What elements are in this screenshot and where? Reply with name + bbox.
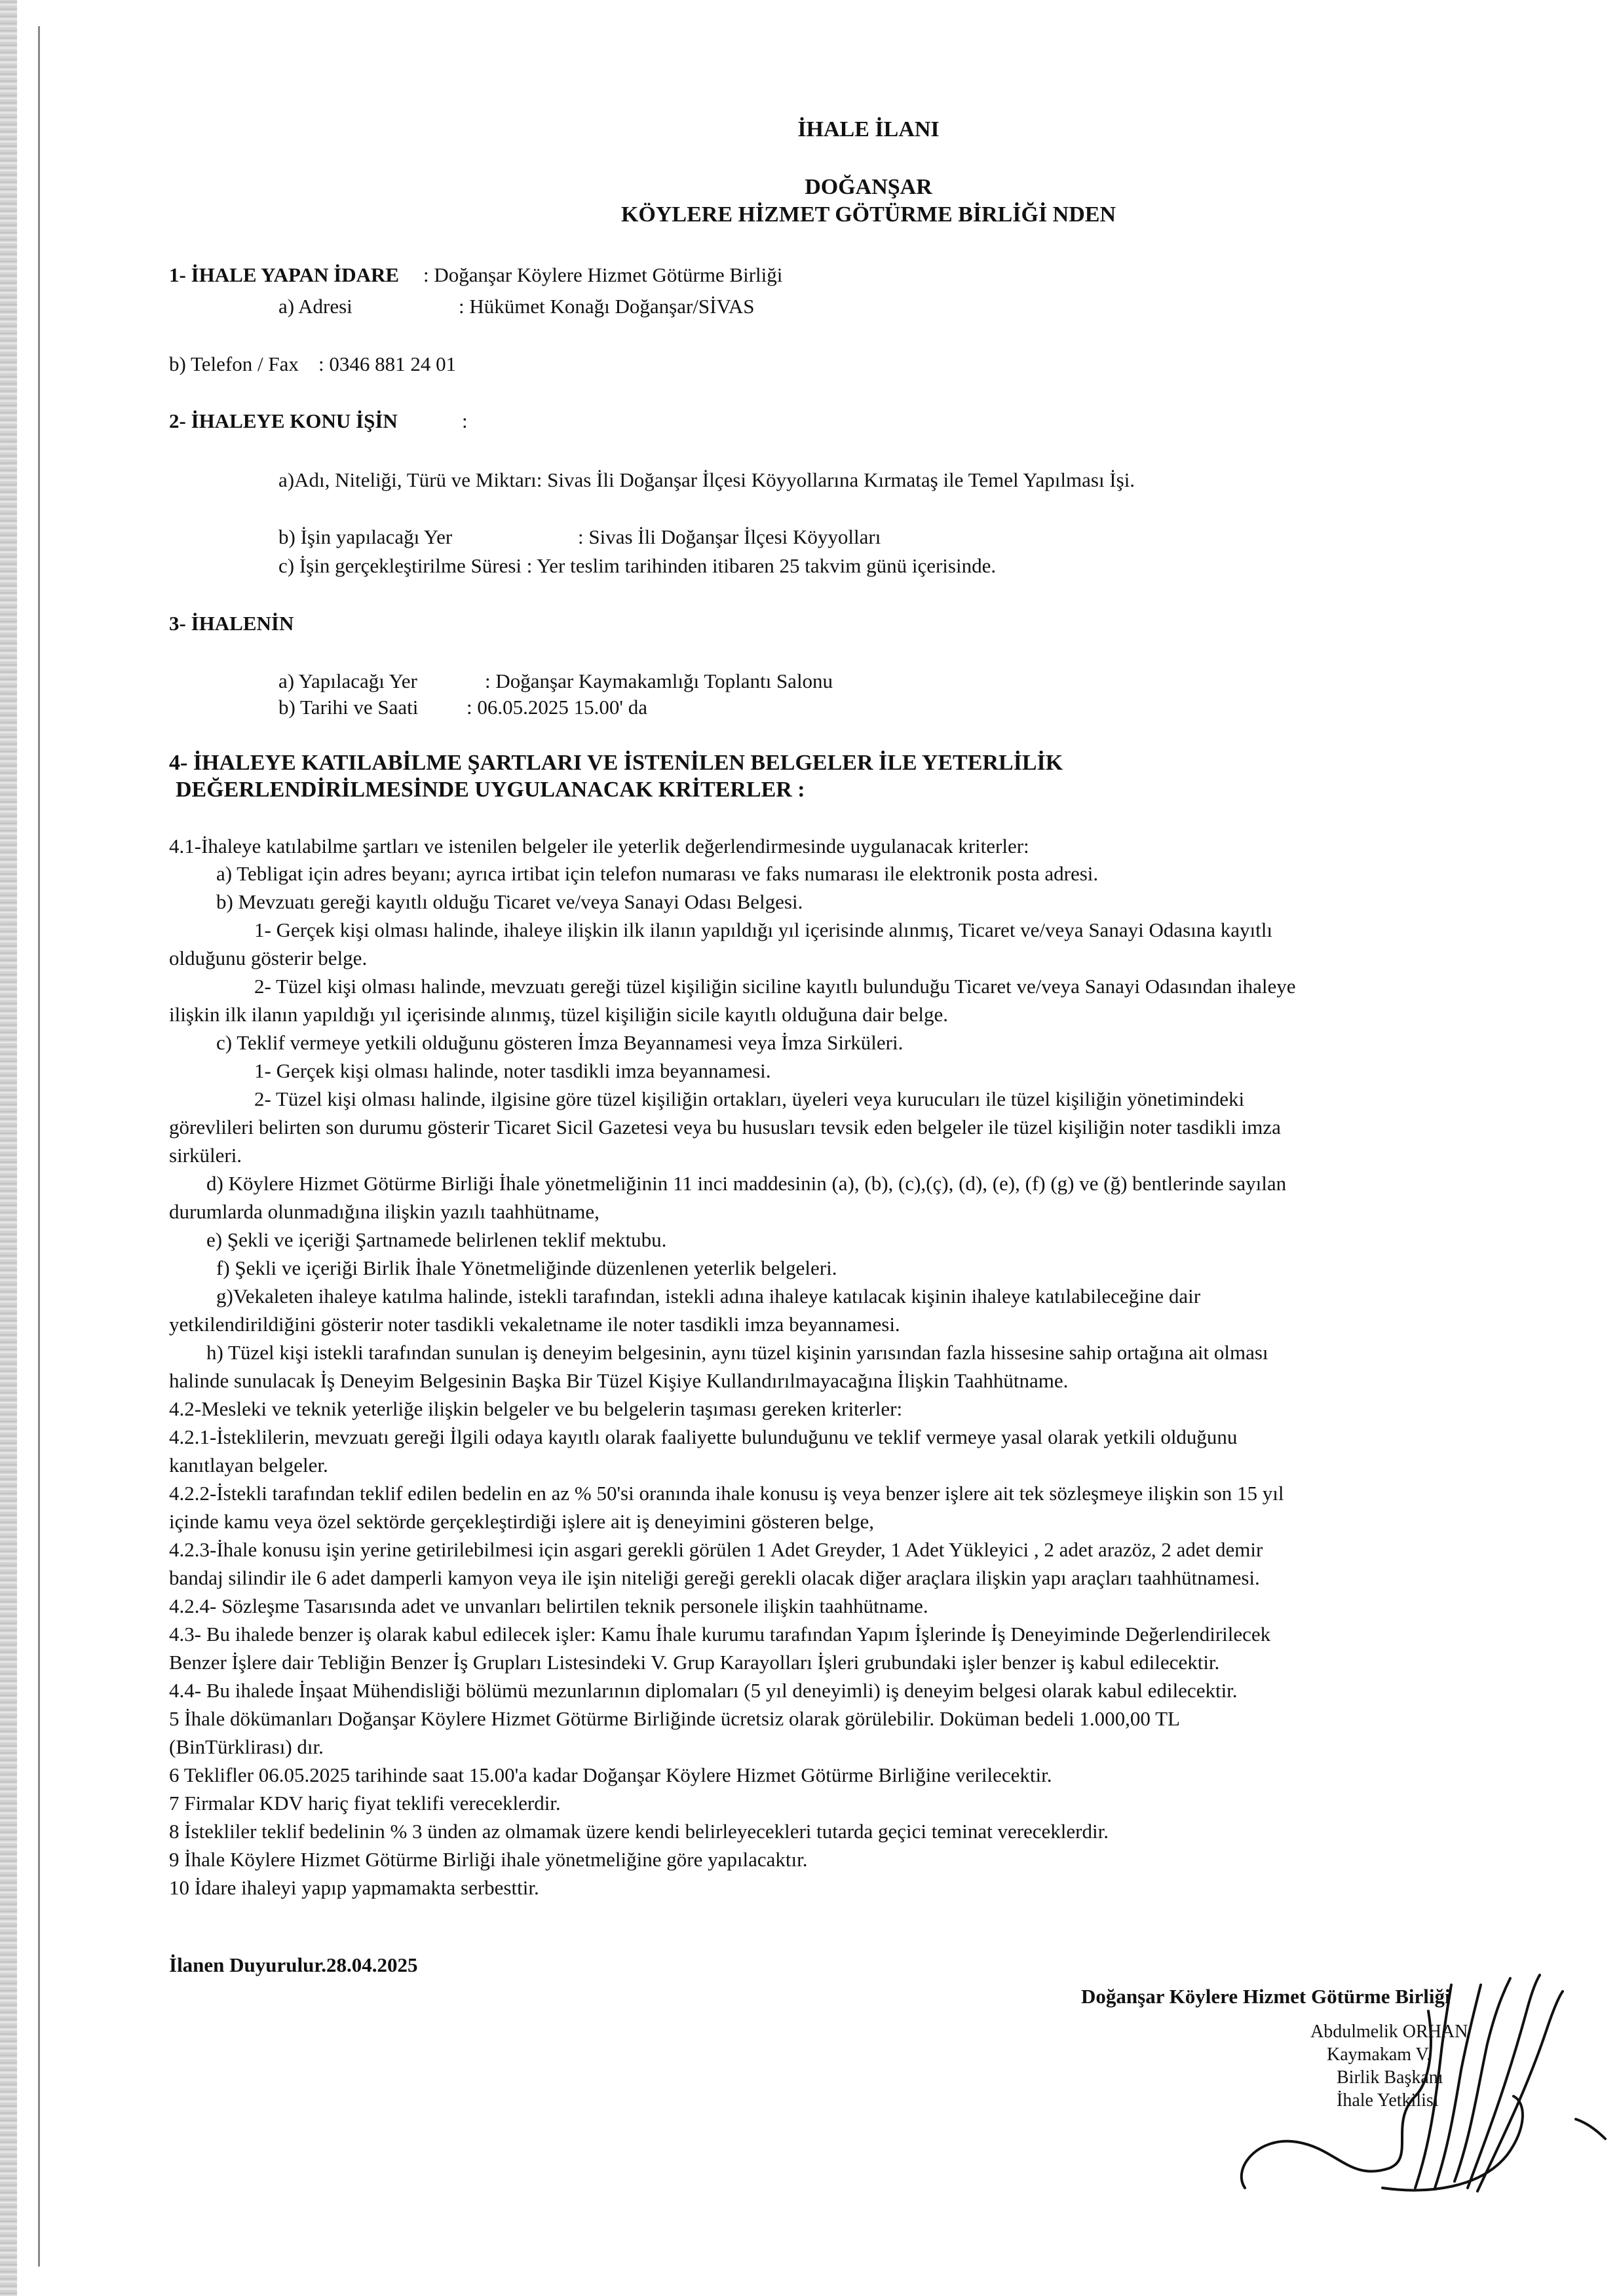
s4-line: (BinTürklirası) dır. — [169, 1735, 324, 1758]
s4-line: 2- Tüzel kişi olması halinde, mevzuatı gereği tüzel kişiliğin siciline kayıtlı bulunduğu Ticaret ve/veya Sanayi Odasından ihaleye — [254, 975, 1296, 998]
signatory-title-1: Kaymakam V. — [1327, 2044, 1432, 2065]
s4-line: 4.2.3-İhale konusu işin yerine getirilebilmesi için asgari gerekli görülen 1 Adet Greyder, 1 Adet Yükleyici , 2 adet arazöz, 2 adet demir — [169, 1538, 1263, 1561]
s3-item-b-label: b) Tarihi ve Saati — [278, 696, 419, 719]
signature-org: Doğanşar Köylere Hizmet Götürme Birliği — [1081, 1985, 1451, 2008]
s3-label: 3- İHALENİN — [169, 612, 294, 635]
s4-line: 4.2.4- Sözleşme Tasarısında adet ve unvanları belirtilen teknik personele ilişkin taahhütname. — [169, 1594, 928, 1617]
s1-address-value: : Hükümet Konağı Doğanşar/SİVAS — [459, 295, 755, 318]
s4-line: 4.1-İhaleye katılabilme şartları ve istenilen belgeler ile yeterlik değerlendirmesinde uygulanacak kriterler: — [169, 835, 1029, 857]
s4-line: 4.2.1-İsteklilerin, mevzuatı gereği İlgili odaya kayıtlı olarak faaliyette bulunduğunu ve teklif vermeye yasal olarak yetkili olduğunu — [169, 1425, 1238, 1448]
s4-heading-line2: DEĞERLENDİRİLMESİNDE UYGULANACAK KRİTERLER : — [176, 778, 805, 802]
s4-line: f) Şekli ve içeriği Birlik İhale Yönetmeliğinde düzenlenen yeterlik belgeleri. — [216, 1256, 837, 1279]
s4-line: b) Mevzuatı gereği kayıtlı olduğu Ticaret ve/veya Sanayi Odası Belgesi. — [216, 890, 803, 913]
s4-line: a) Tebligat için adres beyanı; ayrıca irtibat için telefon numarası ve faks numarası ile elektronik posta adresi. — [216, 862, 1099, 885]
s4-line: 7 Firmalar KDV hariç fiyat teklifi vereceklerdir. — [169, 1792, 561, 1815]
s4-line: 8 İstekliler teklif bedelinin % 3 ünden az olmamak üzere kendi belirleyecekleri tutarda geçici teminat vereceklerdir. — [169, 1820, 1109, 1843]
s1-address-label: a) Adresi — [278, 295, 352, 318]
signatory-name: Abdulmelik ORHAN — [1310, 2022, 1468, 2042]
s4-line: olduğunu gösterir belge. — [169, 947, 368, 969]
s4-line: c) Teklif vermeye yetkili olduğunu gösteren İmza Beyannamesi veya İmza Sirküleri. — [216, 1031, 904, 1054]
page-title: İHALE İLANI — [797, 117, 940, 141]
s4-line: bandaj silindir ile 6 adet damperli kamyon veya ile işin niteliği gereği gerekli olacak diğer araçlara ilişkin yapı araçları taahhütnamesi. — [169, 1566, 1260, 1589]
s4-line: 6 Teklifler 06.05.2025 tarihinde saat 15.00'a kadar Doğanşar Köylere Hizmet Götürme Birliğine verilecektir. — [169, 1763, 1052, 1786]
s3-item-b-value: : 06.05.2025 15.00' da — [467, 696, 647, 719]
s2-item-a: a)Adı, Niteliği, Türü ve Miktarı: Sivas İli Doğanşar İlçesi Köyyollarına Kırmataş ile Temel Yapılması İşi. — [278, 468, 1135, 491]
s4-line: 4.2-Mesleki ve teknik yeterliğe ilişkin belgeler ve bu belgelerin taşıması gereken kriterler: — [169, 1397, 903, 1420]
s4-line: ilişkin ilk ilanın yapıldığı yıl içerisinde alınmış, tüzel kişiliğin sicile kayıtlı olduğuna dair belge. — [169, 1003, 949, 1026]
s4-line: görevlileri belirten son durumu gösterir Ticaret Sicil Gazetesi veya bu hususları tevsik eden belgeler ile tüzel kişiliğin noter tasdikli imza — [169, 1116, 1281, 1139]
s4-line: 1- Gerçek kişi olması halinde, noter tasdikli imza beyannamesi. — [254, 1059, 771, 1082]
signatory-title-2: Birlik Başkanı — [1337, 2067, 1443, 2088]
s1-label: 1- İHALE YAPAN İDARE — [169, 263, 400, 286]
s4-line: 10 İdare ihaleyi yapıp yapmamakta serbesttir. — [169, 1876, 539, 1899]
s4-line: h) Tüzel kişi istekli tarafından sunulan iş deneyim belgesinin, aynı tüzel kişinin yarısından fazla hissesine sahip ortağına ait olması — [206, 1341, 1268, 1364]
s4-line: 4.3- Bu ihalede benzer iş olarak kabul edilecek işler: Kamu İhale kurumu tarafından Yapım İşlerinde İş Deneyiminde Değerlendirilecek — [169, 1623, 1271, 1646]
s4-line: 4.4- Bu ihalede İnşaat Mühendisliği bölümü mezunlarının diplomaları (5 yıl deneyimli) iş deneyim belgesi olarak kabul edilecektir. — [169, 1679, 1238, 1702]
signatory-title-3: İhale Yetkilisi — [1337, 2090, 1439, 2111]
s4-line: 4.2.2-İstekli tarafından teklif edilen bedelin en az % 50'si oranında ihale konusu iş veya benzer işlere ait tek sözleşmeye ilişkin son 15 yıl — [169, 1482, 1284, 1505]
announcement-date: İlanen Duyurulur.28.04.2025 — [169, 1953, 418, 1976]
s2-item-b-label: b) İşin yapılacağı Yer — [278, 525, 453, 548]
s4-line: durumlarda olunmadığına ilişkin yazılı taahhütname, — [169, 1200, 600, 1223]
s4-line: sirküleri. — [169, 1144, 242, 1167]
org-name-line2: KÖYLERE HİZMET GÖTÜRME BİRLİĞİ NDEN — [620, 202, 1116, 227]
s4-line: d) Köylere Hizmet Götürme Birliği İhale yönetmeliğinin 11 inci maddesinin (a), (b), (c),(ç), (d), (e), (f) (g) ve (ğ) bentlerinde sayılan — [206, 1172, 1287, 1195]
s4-line: 1- Gerçek kişi olması halinde, ihaleye ilişkin ilk ilanın yapıldığı yıl içerisinde alınmış, Ticaret ve/veya Sanayi Odasına kayıtlı — [254, 918, 1272, 941]
scan-edge-artifact — [0, 0, 17, 2296]
s2-item-b-value: : Sivas İli Doğanşar İlçesi Köyyolları — [578, 525, 881, 548]
s4-line: kanıtlayan belgeler. — [169, 1454, 328, 1477]
s4-line: 9 İhale Köylere Hizmet Götürme Birliği ihale yönetmeliğine göre yapılacaktır. — [169, 1848, 808, 1871]
s3-item-a-value: : Doğanşar Kaymakamlığı Toplantı Salonu — [485, 669, 833, 692]
s4-line: e) Şekli ve içeriği Şartnamede belirlenen teklif mektubu. — [206, 1228, 667, 1251]
s1-value: : Doğanşar Köylere Hizmet Götürme Birliği — [423, 263, 783, 286]
s4-heading-line1: 4- İHALEYE KATILABİLME ŞARTLARI VE İSTENİLEN BELGELER İLE YETERLİLİK — [169, 751, 1063, 775]
s4-line: halinde sunulacak İş Deneyim Belgesinin Başka Bir Tüzel Kişiye Kullandırılmayacağına İlişkin Taahhütname. — [169, 1369, 1069, 1392]
s2-label: 2- İHALEYE KONU İŞİN — [169, 409, 398, 432]
s4-line: 5 İhale dökümanları Doğanşar Köylere Hizmet Götürme Birliğinde ücretsiz olarak görülebilir. Doküman bedeli 1.000,00 TL — [169, 1707, 1180, 1730]
s4-line: yetkilendirildiğini gösterir noter tasdikli vekaletname ile noter tasdikli imza beyannamesi. — [169, 1313, 900, 1336]
s1-telefon-label: b) Telefon / Fax — [169, 352, 299, 375]
s3-item-a-label: a) Yapılacağı Yer — [278, 669, 417, 692]
handwritten-signature — [1219, 1972, 1612, 2208]
org-name-line1: DOĞANŞAR — [805, 175, 932, 199]
s2-item-c: c) İşin gerçekleştirilme Süresi : Yer teslim tarihinden itibaren 25 takvim günü içerisinde. — [278, 554, 997, 577]
s1-telefon-value: : 0346 881 24 01 — [318, 352, 457, 375]
s4-line: g)Vekaleten ihaleye katılma halinde, istekli tarafından, istekli adına ihaleye katılacak kişinin ihaleye katılabileceğine dair — [216, 1285, 1201, 1308]
scan-line-artifact — [38, 26, 40, 2267]
s4-line: 2- Tüzel kişi olması halinde, ilgisine göre tüzel kişiliğin ortakları, üyeleri veya kurucuları ile tüzel kişiliğin yönetimindeki — [254, 1087, 1245, 1110]
s4-line: Benzer İşlere dair Tebliğin Benzer İş Grupları Listesindeki V. Grup Karayolları İşleri grubundaki işler benzer iş kabul edilecektir. — [169, 1651, 1220, 1674]
s4-line: içinde kamu veya özel sektörde gerçekleştirdiği işlere ait iş deneyimini gösteren belge, — [169, 1510, 875, 1533]
s2-colon: : — [462, 409, 468, 432]
